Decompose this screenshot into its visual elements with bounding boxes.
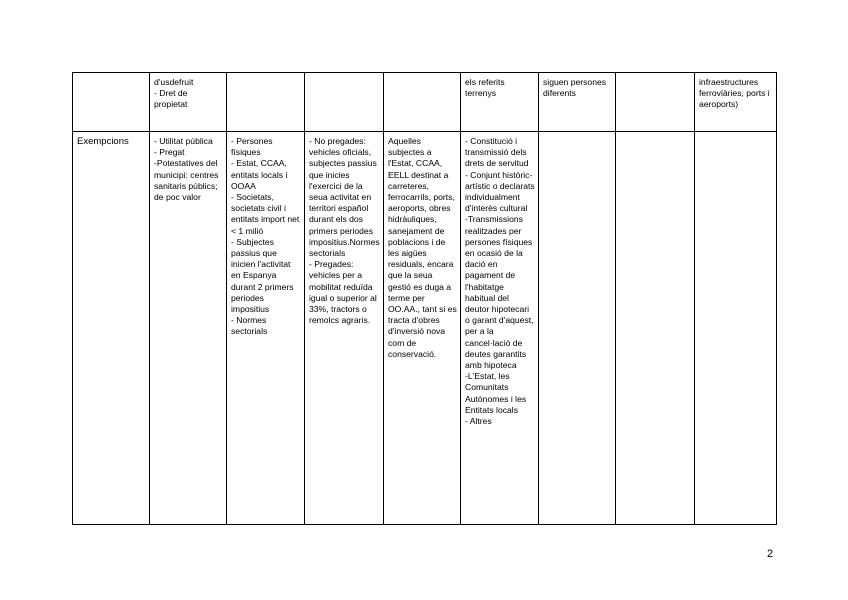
table-cell: Aquelles subjectes a l'Estat, CCAA, EELL destinat a carreteres, ferrocarrils, ports, aeroports, obres hidràuliques, sanejament de poblacions i de les aigües residuals, encara que la seua gestió es duga a terme per OO.AA., tant si es tracta d'obres d'inversió nova com de conservació. <box>384 132 461 525</box>
table-cell <box>616 132 695 525</box>
table-cell <box>73 73 150 132</box>
table-cell: - Persones físiques - Estat, CCAA, entitats locals i OOAA - Societats, societats civil i entitats import net < 1 milió - Subjectes passius que inicien l'activitat en Espanya durant 2 primers periodes impositius - Normes sectorials <box>227 132 305 525</box>
tax-table <box>72 72 777 525</box>
table-cell: - Utilitat pública - Pregat -Potestatives del municipi: centres sanitaris públics; de poc valor <box>150 132 227 525</box>
page-number: 2 <box>767 548 774 560</box>
table-cell <box>305 73 384 132</box>
table-cell: - No pregades: vehicles oficials, subjectes passius que inicies l'exercici de la seua activitat en territori español durant els dos primers periodes impositius.Normes sectorials - Pregades: vehicles per a mobilitat reduïda igual o superior al 33%, tractors o remolcs agraris. <box>305 132 384 525</box>
table-cell <box>539 132 616 525</box>
table-row <box>73 73 777 132</box>
table-cell: infraestructures ferroviàries, ports i aeroports) <box>695 73 777 132</box>
table-cell <box>695 132 777 525</box>
table-cell: d'usdefruit - Dret de propietat <box>150 73 227 132</box>
row-header-exempcions: Exempcions <box>73 132 150 525</box>
table-cell: - Constitució i transmissió dels drets de servitud - Conjunt històric-artístic o declarats individualment d'interès cultural -Transmissions realitzades per persones físiques en ocasió de la dació en pagament de l'habitatge habitual del deutor hipotecari o garant d'aquest, per a la cancel·lació de deutes garantits amb hipoteca -L'Estat, les Comunitats Autònomes i les Entitats locals - Altres <box>461 132 539 525</box>
table-cell: siguen persones diferents <box>539 73 616 132</box>
table-cell <box>384 73 461 132</box>
table-cell <box>227 73 305 132</box>
table-cell <box>616 73 695 132</box>
table-row <box>73 132 777 525</box>
table-cell: els referits terrenys <box>461 73 539 132</box>
